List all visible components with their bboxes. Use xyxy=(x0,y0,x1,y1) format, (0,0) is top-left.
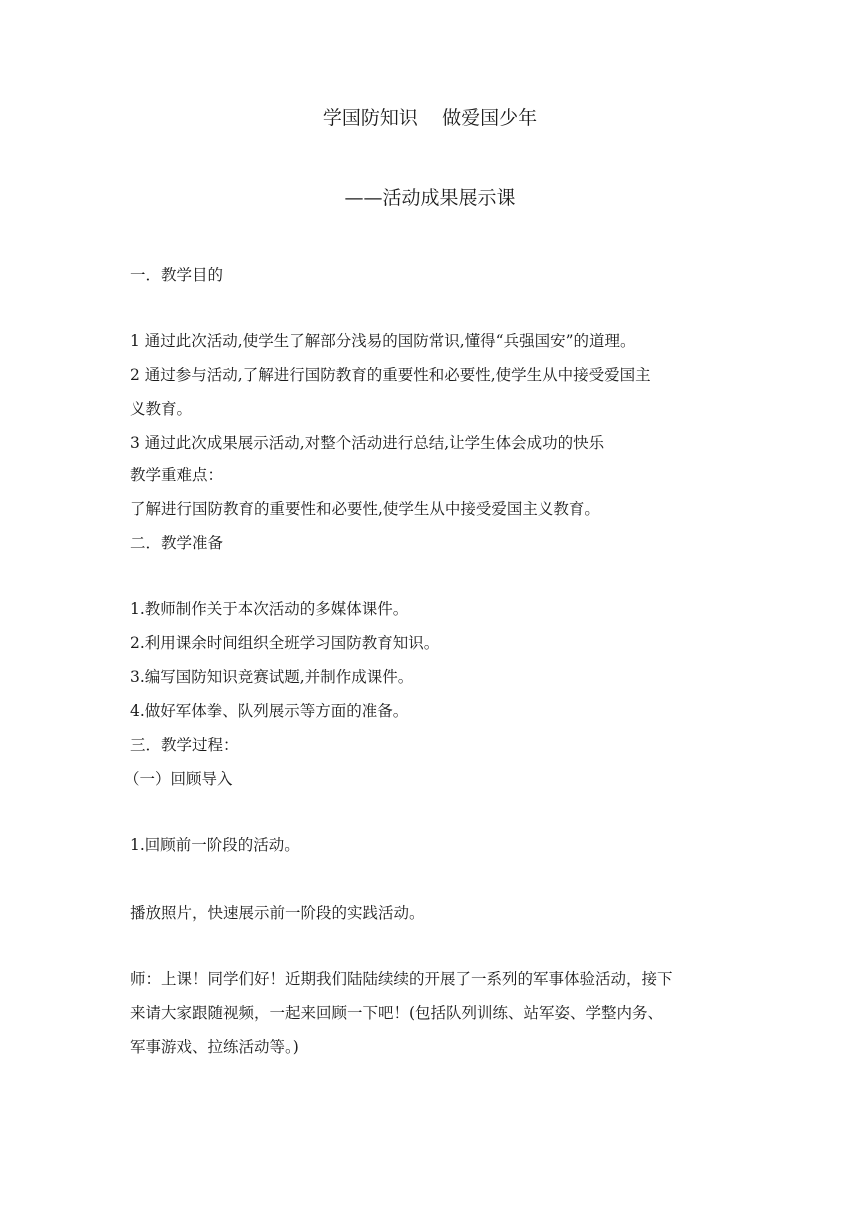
preparation-item-1: 1.教师制作关于本次活动的多媒体课件。 xyxy=(130,600,409,618)
process-step-1-detail: 播放照片，快速展示前一阶段的实践活动。 xyxy=(130,904,425,922)
objective-item-1: 1 通过此次活动,使学生了解部分浅易的国防常识,懂得“兵强国安”的道理。 xyxy=(130,332,636,350)
section-heading-objectives: 一．教学目的 xyxy=(130,266,224,284)
section-heading-preparation: 二．教学准备 xyxy=(130,534,224,552)
process-subheading: （一）回顾导入 xyxy=(124,770,233,788)
teacher-speech-line-1: 师：上课！同学们好！近期我们陆陆续续的开展了一系列的军事体验活动，接下 xyxy=(130,970,673,988)
section-heading-process: 三．教学过程： xyxy=(130,736,239,754)
objective-item-2-line-1: 2 通过参与活动,了解进行国防教育的重要性和必要性,使学生从中接受爱国主 xyxy=(130,366,651,384)
objective-item-2-line-2: 义教育。 xyxy=(130,400,193,418)
document-title: 学国防知识 做爱国少年 xyxy=(322,107,538,129)
process-step-1: 1.回顾前一阶段的活动。 xyxy=(130,836,300,854)
preparation-item-4: 4.做好军体拳、队列展示等方面的准备。 xyxy=(130,702,409,720)
preparation-item-3: 3.编写国防知识竞赛试题,并制作成课件。 xyxy=(130,668,414,686)
teacher-speech-line-2: 来请大家跟随视频，一起来回顾一下吧！(包括队列训练、站军姿、学整内务、 xyxy=(130,1004,664,1022)
document-subtitle: ——活动成果展示课 xyxy=(344,187,516,209)
objective-item-3: 3 通过此次成果展示活动,对整个活动进行总结,让学生体会成功的快乐 xyxy=(130,434,605,452)
key-points-heading: 教学重难点： xyxy=(130,466,224,484)
preparation-item-2: 2.利用课余时间组织全班学习国防教育知识。 xyxy=(130,634,440,652)
key-points-text: 了解进行国防教育的重要性和必要性,使学生从中接受爱国主义教育。 xyxy=(130,500,600,518)
teacher-speech-line-3: 军事游戏、拉练活动等。) xyxy=(130,1038,299,1056)
